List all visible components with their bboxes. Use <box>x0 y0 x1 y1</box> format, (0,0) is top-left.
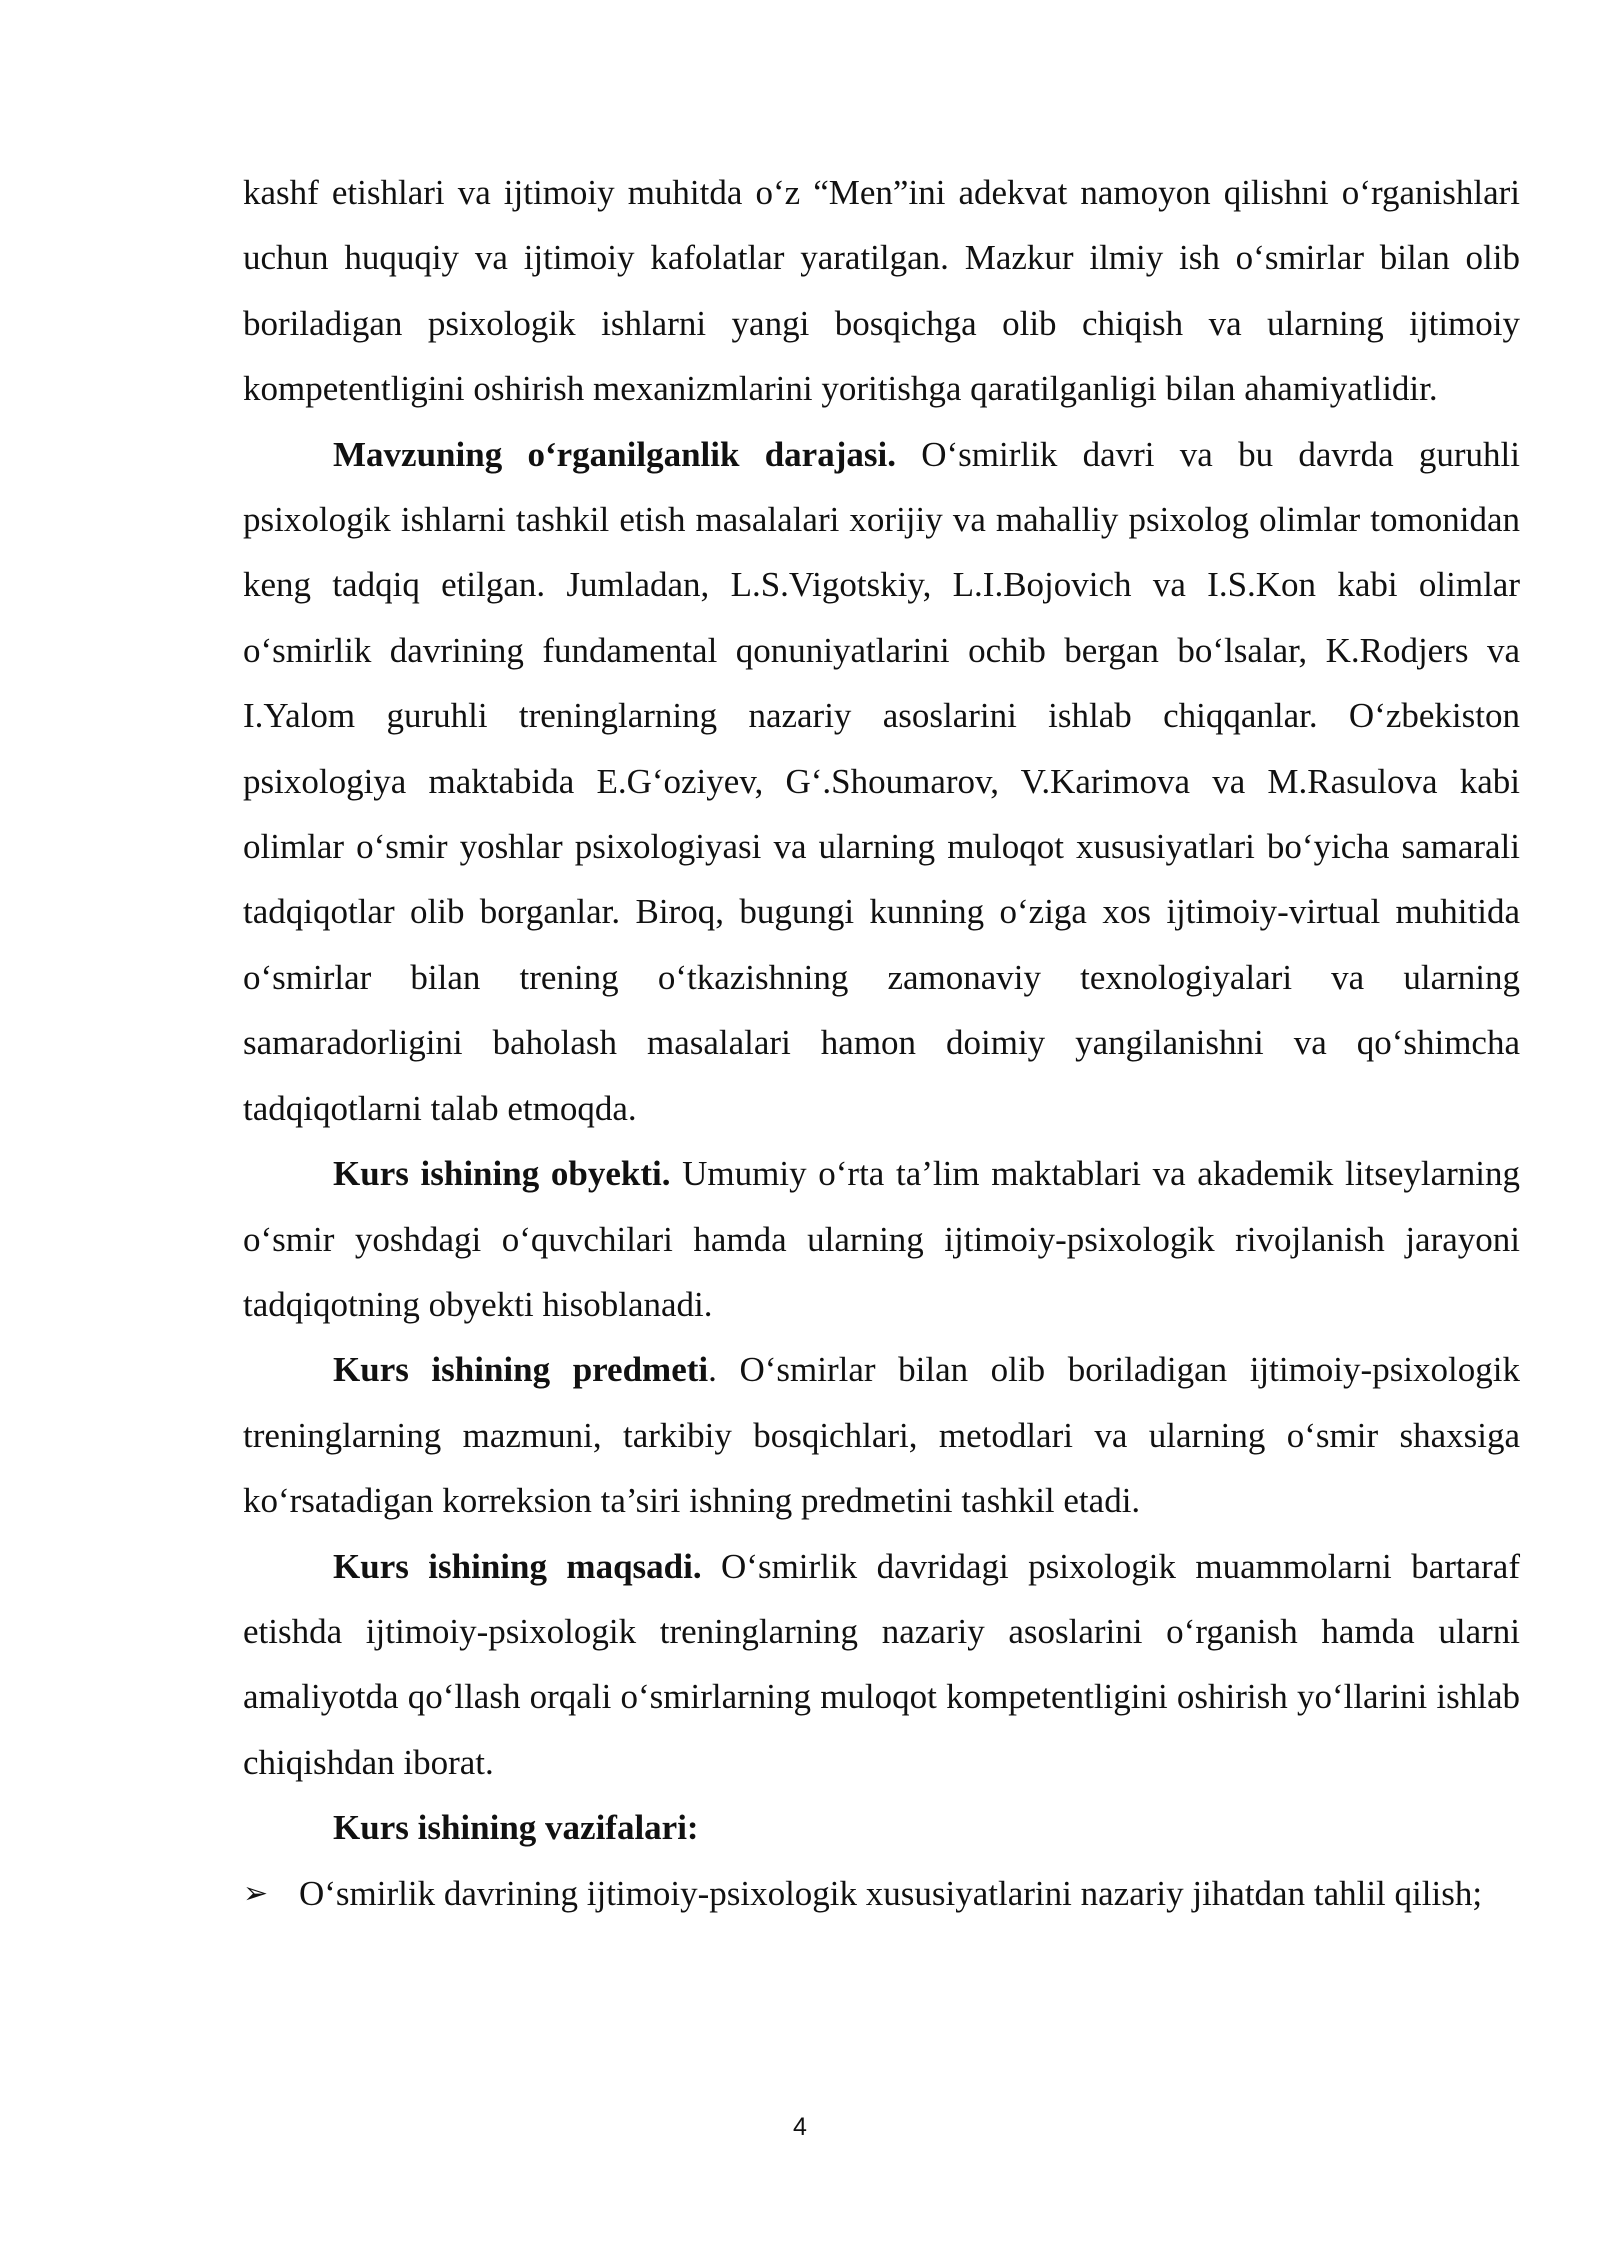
list-item <box>243 1861 1520 1926</box>
object-heading: Kurs ishining obyekti. <box>333 1154 671 1194</box>
intro-text: kashf etishlari va ijtimoiy muhitda o‘z “Men”ini adekvat namoyon qilishni o‘rganishlari uchun huquqiy va ijtimoiy kafolatlar yaratilgan. Mazkur ilmiy ish o‘smirlar bilan olib boriladigan psixologik ishlarni yangi bosqichga olib chiqish va ularning ijtimoiy kompetentligini oshirish mexanizmlarini yoritishga qaratilganligi bilan ahamiyatlidir. <box>243 173 1520 409</box>
subject-paragraph <box>243 1337 1520 1533</box>
study-level-paragraph <box>243 422 1520 1141</box>
page-number: 4 <box>793 2113 807 2141</box>
arrow-bullet-icon: ➢ <box>243 1875 269 1911</box>
goal-heading: Kurs ishining maqsadi. <box>333 1546 702 1586</box>
tasks-heading: Kurs ishining vazifalari: <box>333 1808 699 1848</box>
subject-heading: Kurs ishining predmeti <box>333 1350 709 1390</box>
intro-paragraph <box>243 160 1520 422</box>
tasks-heading-paragraph <box>243 1795 1520 1860</box>
subject-text: . O‘smirlar bilan olib boriladigan ijtimoiy-psixologik treninglarning mazmuni, tarkibiy bosqichlari, metodlari va ularning o‘smir shaxsiga ko‘rsatadigan korreksion ta’siri ishning predmetini tashkil etadi. <box>243 1350 1520 1521</box>
study-level-heading: Mavzuning o‘rganilganlik darajasi. <box>333 434 896 474</box>
tasks-list <box>243 1861 1520 1926</box>
object-paragraph <box>243 1141 1520 1337</box>
study-level-text: O‘smirlik davri va bu davrda guruhli psixologik ishlarni tashkil etish masalalari xorijiy va mahalliy psixolog olimlar tomonidan keng tadqiq etilgan. Jumladan, L.S.Vigotskiy, L.I.Bojovich va I.S.Kon kabi olimlar o‘smirlik davrining fundamental qonuniyatlarini ochib bergan bo‘lsalar, K.Rodjers va I.Yalom guruhli treninglarning nazariy asoslarini ishlab chiqqanlar. O‘zbekiston psixologiya maktabida E.G‘oziyev, G‘.Shoumarov, V.Karimova va M.Rasulova kabi olimlar o‘smir yoshlar psixologiyasi va ularning muloqot xususiyatlari bo‘yicha samarali tadqiqotlar olib borganlar. Biroq, bugungi kunning o‘ziga xos ijtimoiy-virtual muhitida o‘smirlar bilan trening o‘tkazishning zamonaviy texnologiyalari va ularning samaradorligini baholash masalalari hamon doimiy yangilanishni va qo‘shimcha tadqiqotlarni talab etmoqda. <box>243 434 1520 1128</box>
task-text: O‘smirlik davrining ijtimoiy-psixologik xususiyatlarini nazariy jihatdan tahlil qilish; <box>299 1873 1483 1913</box>
object-text: Umumiy o‘rta ta’lim maktablari va akademik litseylarning o‘smir yoshdagi o‘quvchilari hamda ularning ijtimoiy-psixologik rivojlanish jarayoni tadqiqotning obyekti hisoblanadi. <box>243 1154 1520 1324</box>
document-page <box>243 160 1520 1926</box>
goal-text: O‘smirlik davridagi psixologik muammolarni bartaraf etishda ijtimoiy-psixologik treninglarning nazariy asoslarini o‘rganish hamda ularni amaliyotda qo‘llash orqali o‘smirlarning muloqot kompetentligini oshirish yo‘llarini ishlab chiqishdan iborat. <box>243 1546 1520 1782</box>
goal-paragraph <box>243 1534 1520 1796</box>
